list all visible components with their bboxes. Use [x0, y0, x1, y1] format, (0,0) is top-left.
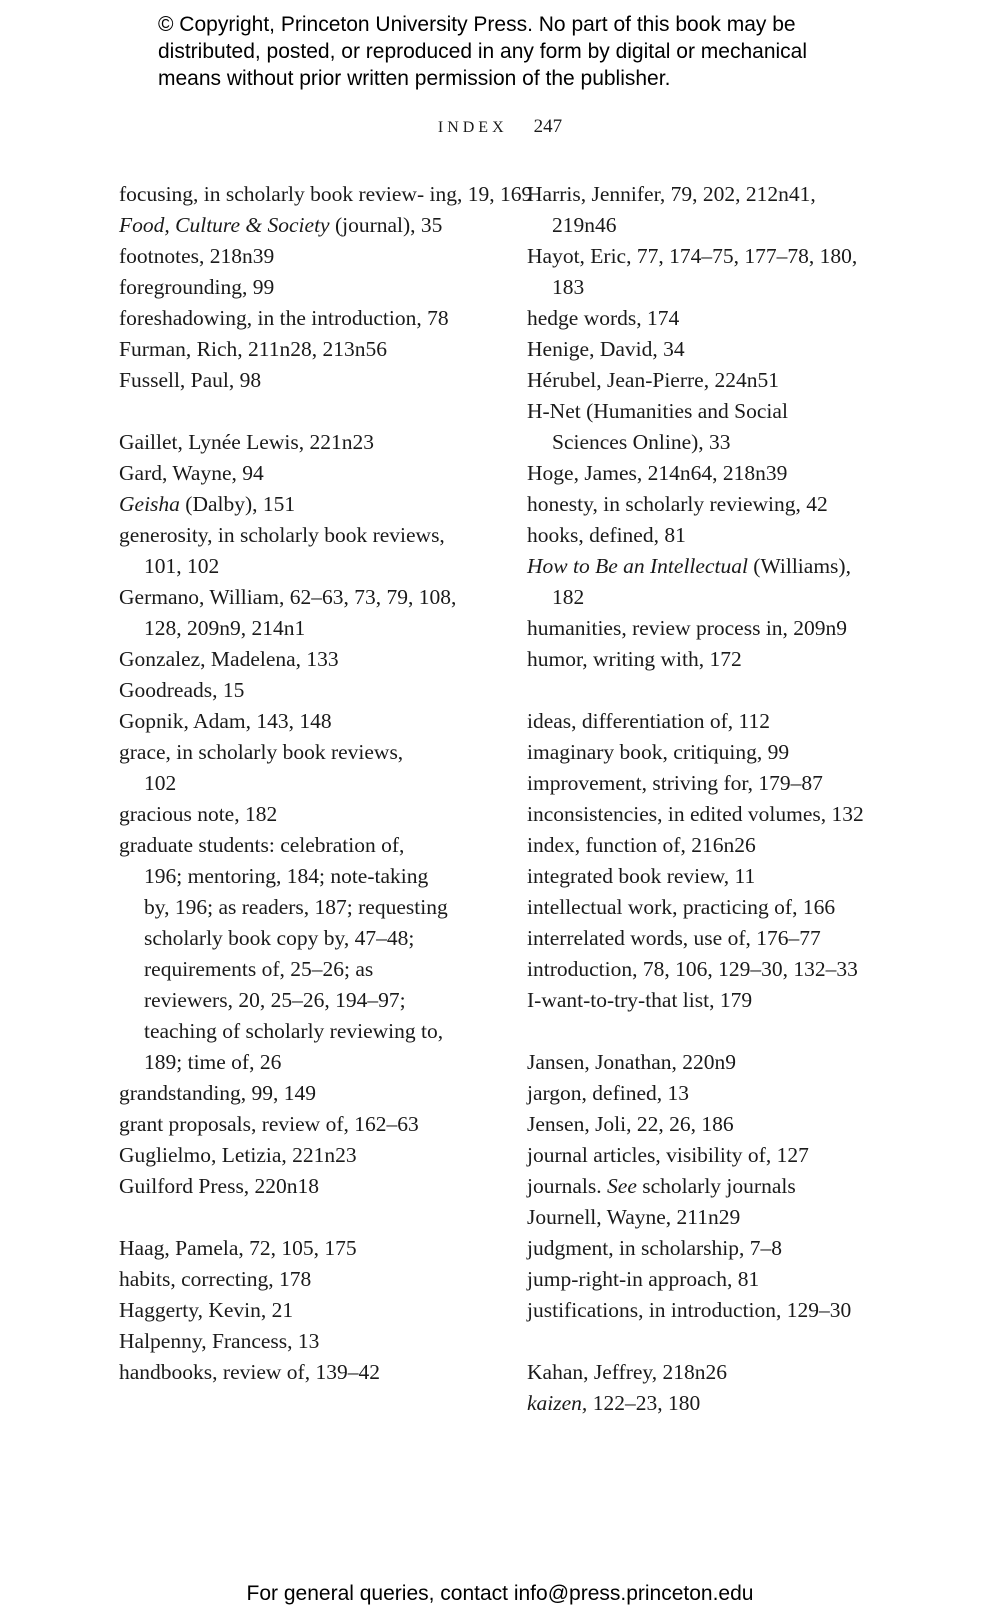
index-entry: index, function of, 216n26 [527, 833, 756, 857]
index-entry: Jensen, Joli, 22, 26, 186 [527, 1112, 734, 1136]
section-gap [527, 1016, 907, 1047]
index-entry: Food, Culture & Society (journal), 35 [119, 213, 443, 237]
index-entry: Gopnik, Adam, 143, 148 [119, 709, 332, 733]
index-entry: graduate students: celebration of, 196; mentoring, 184; note-taking by, 196; as readers, 187; requesting scholarly book copy by, 47–48; requirements of, 25–26; as reviewers, 20, 25–26, 194–97; teaching of scholarly reviewing to, 189; time of, 26 [119, 833, 448, 1074]
index-entry: footnotes, 218n39 [119, 244, 275, 268]
index-entry: jargon, defined, 13 [527, 1081, 690, 1105]
index-entry: Geisha (Dalby), 151 [119, 492, 296, 516]
index-entry: Guilford Press, 220n18 [119, 1174, 320, 1198]
index-entry: inconsistencies, in edited volumes, 132 [527, 802, 864, 826]
index-entry: integrated book review, 11 [527, 864, 756, 888]
index-entry: interrelated words, use of, 176–77 [527, 926, 821, 950]
index-entry: grace, in scholarly book reviews, 102 [119, 740, 404, 795]
index-entry: Fussell, Paul, 98 [119, 368, 262, 392]
index-entry: hooks, defined, 81 [527, 523, 686, 547]
section-gap [119, 1202, 489, 1233]
index-column-right [527, 179, 907, 1419]
index-column-left [119, 179, 533, 1388]
index-entry: Gaillet, Lynée Lewis, 221n23 [119, 430, 374, 454]
page-number: 247 [533, 116, 563, 137]
copyright-notice [158, 11, 878, 92]
index-entry: ideas, differentiation of, 112 [527, 709, 770, 733]
copyright-line: distributed, posted, or reproduced in any form by digital or mechanical [158, 40, 808, 63]
index-entry: hedge words, 174 [527, 306, 680, 330]
index-entry: grandstanding, 99, 149 [119, 1081, 317, 1105]
index-entry: Hérubel, Jean-Pierre, 224n51 [527, 368, 779, 392]
index-entry: Harris, Jennifer, 79, 202, 212n41, 219n46 [527, 182, 816, 237]
index-entry: handbooks, review of, 139–42 [119, 1360, 380, 1384]
index-entry: judgment, in scholarship, 7–8 [527, 1236, 782, 1260]
index-entry: Halpenny, Francess, 13 [119, 1329, 320, 1353]
index-entry: foregrounding, 99 [119, 275, 275, 299]
index-entry: humor, writing with, 172 [527, 647, 742, 671]
index-entry: focusing, in scholarly book review- ing, 19, 169 [119, 182, 533, 206]
index-entry: Hayot, Eric, 77, 174–75, 177–78, 180, 183 [527, 244, 858, 299]
index-entry: Gonzalez, Madelena, 133 [119, 647, 339, 671]
index-entry: honesty, in scholarly reviewing, 42 [527, 492, 828, 516]
index-entry: grant proposals, review of, 162–63 [119, 1112, 419, 1136]
index-entry: Gard, Wayne, 94 [119, 461, 264, 485]
running-head-label: INDEX [437, 119, 508, 136]
copyright-line: means without prior written permission of the publisher. [158, 67, 671, 90]
index-entry: Furman, Rich, 211n28, 213n56 [119, 337, 387, 361]
index-entry: Goodreads, 15 [119, 678, 245, 702]
index-entry: Guglielmo, Letizia, 221n23 [119, 1143, 357, 1167]
index-entry: humanities, review process in, 209n9 [527, 616, 848, 640]
index-entry: Hoge, James, 214n64, 218n39 [527, 461, 788, 485]
index-entry: Haag, Pamela, 72, 105, 175 [119, 1236, 357, 1260]
index-entry: Jansen, Jonathan, 220n9 [527, 1050, 736, 1074]
index-entry: gracious note, 182 [119, 802, 278, 826]
index-entry: Henige, David, 34 [527, 337, 685, 361]
section-gap [527, 675, 907, 706]
index-entry: H-Net (Humanities and Social Sciences Online), 33 [527, 399, 788, 454]
index-entry: journals. See scholarly journals [527, 1174, 796, 1198]
index-entry: Haggerty, Kevin, 21 [119, 1298, 294, 1322]
index-entry: generosity, in scholarly book reviews, 101, 102 [119, 523, 445, 578]
index-entry: I-want-to-try-that list, 179 [527, 988, 753, 1012]
index-entry: Germano, William, 62–63, 73, 79, 108, 128, 209n9, 214n1 [119, 585, 457, 640]
index-entry: How to Be an Intellectual (Williams), 182 [527, 554, 851, 609]
index-entry: foreshadowing, in the introduction, 78 [119, 306, 449, 330]
index-entry: jump-right-in approach, 81 [527, 1267, 760, 1291]
running-head [0, 116, 1000, 138]
index-entry: justifications, in introduction, 129–30 [527, 1298, 852, 1322]
index-entry: intellectual work, practicing of, 166 [527, 895, 836, 919]
index-entry: improvement, striving for, 179–87 [527, 771, 823, 795]
footer-contact: For general queries, contact info@press.princeton.edu [246, 1582, 754, 1605]
index-entry: habits, correcting, 178 [119, 1267, 312, 1291]
index-entry: imaginary book, critiquing, 99 [527, 740, 790, 764]
index-entry: Journell, Wayne, 211n29 [527, 1205, 741, 1229]
section-gap [527, 1326, 907, 1357]
index-entry: introduction, 78, 106, 129–30, 132–33 [527, 957, 858, 981]
copyright-line: © Copyright, Princeton University Press. No part of this book may be [158, 13, 796, 36]
index-entry: kaizen, 122–23, 180 [527, 1391, 701, 1415]
section-gap [119, 396, 489, 427]
index-entry: Kahan, Jeffrey, 218n26 [527, 1360, 728, 1384]
index-entry: journal articles, visibility of, 127 [527, 1143, 809, 1167]
